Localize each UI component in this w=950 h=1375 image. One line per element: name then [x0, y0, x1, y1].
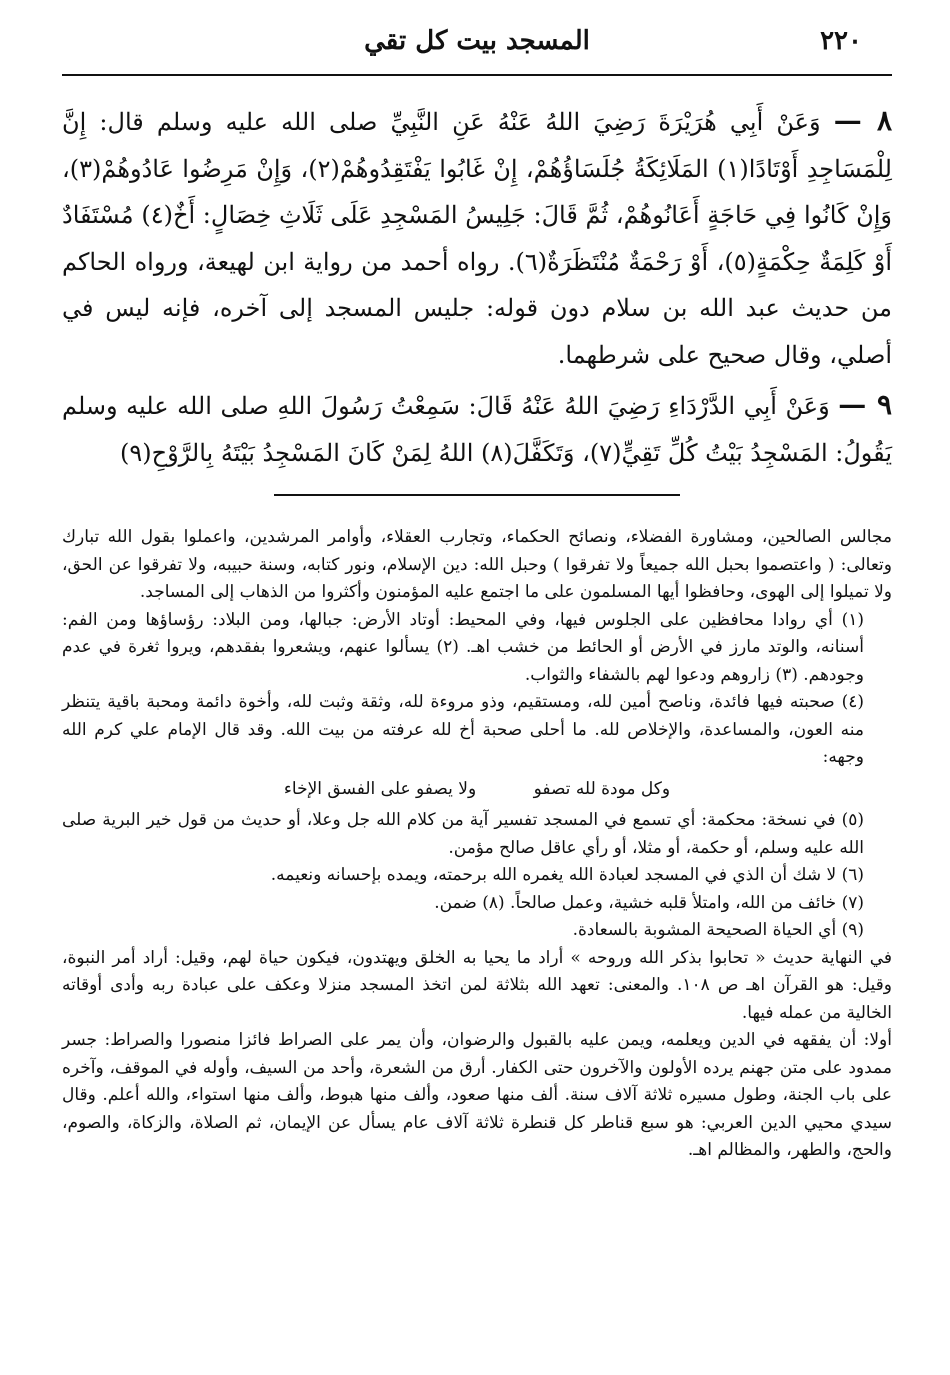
header-rule	[62, 74, 892, 76]
verse-first-hemistich: وكل مودة لله تصفو	[533, 778, 671, 799]
running-title: المسجد بيت كل تقي	[364, 26, 590, 56]
footnote-6: (٦) لا شك أن الذي في المسجد لعبادة الله يغمره الله برحمته، ويمده بإحسانه ونعيمه.	[270, 865, 864, 885]
hadith-number: ٩ —	[838, 388, 892, 421]
hadith-paragraph	[62, 382, 892, 476]
hadith-paragraph	[62, 98, 892, 378]
verse-second-hemistich: ولا يصفو على الفسق الإخاء	[283, 778, 477, 799]
footnote-first-point: أولا: أن يفقهه في الدين ويعلمه، ويمن عليه بالقبول والرضوان، وأن يمر على الصراط فائزا منصورا والصراط: جسر ممدود على متن جهنم يرده الأولون والآخرون حتى الكفار. أرق من الشعرة، وأحد من السيف، وأوله في الموقف، وآخره على باب الجنة، وطول مسيره ثلاثة آلاف سنة. ألف منها صعود، وألف منها هبوط، وألف منها استواء، والله أعلم. وقال سيدي محيي الدين العربي: هو سبع قناطر كل قنطرة ثلاثة آلاف عام يسأل عن الإيمان، ثم الصلاة، والزكاة، والصوم، والحج، والطهر، والمظالم اهـ.	[62, 1030, 892, 1160]
page-number: ٢٢٠	[820, 26, 862, 56]
footnotes	[62, 524, 892, 1165]
footnote-5: (٥) في نسخة: محكمة: أي تسمع في المسجد تفسير آية من كلام الله جل وعلا، أو حديث من قول خير البرية صلى الله عليه وسلم، أو حكمة، أو مثلا، أو رأي عاقل صالح مؤمن.	[62, 810, 864, 858]
footnote-1-3: (١) أي روادا محافظين على الجلوس فيها، وفي المحيط: أوتاد الأرض: جبالها، ومن البلاد: رؤساؤها ومن الفم: أسنانه، والوتد مارز في الأرض أو الحائط من خشب اهـ. (٢) يسألوا عنهم، ويشعروا بفقدهم، ويروا ثغرة في عدم وجودهم. (٣) زاروهم ودعوا لهم بالشفاء والثواب.	[62, 609, 864, 685]
footnote-nihaya: في النهاية حديث « تحابوا بذكر الله وروحه » أراد ما يحيا به الخلق ويهتدون، فيكون حياة لهم، وقيل: أراد أمر النبوة، وقيل: هو القرآن اهـ ص ١٠٨. والمعنى: تعهد الله بثلاثة لمن اتخذ المسجد منزلا وعكف على عبادة ربه وأدى أوقاته الخالية من عمله فيها.	[62, 947, 892, 1023]
footnote-9: (٩) أي الحياة الصحيحة المشوبة بالسعادة.	[572, 920, 864, 940]
hadith-text: وَعَنْ أَبِي الدَّرْدَاءِ رَضِيَ اللهُ عَنْهُ قَالَ: سَمِعْتُ رَسُولَ اللهِ صلى الله عليه وسلم يَقُولُ: المَسْجِدُ بَيْتُ كُلِّ تَقِيٍّ(٧)، وَتَكَفَّلَ(٨) اللهُ لِمَنْ كَانَ المَسْجِدُ بَيْتَهُ بِالرَّوْحِ(٩)	[62, 392, 892, 467]
footnote-4: (٤) صحبته فيها فائدة، وناصح أمين لله، ومستقيم، وذو مروءة لله، وثقة وثبت لله، وأخوة دائمة ومحبة باقية يتنظر منه العون، والمساعدة، والإخلاص لله. ما أحلى صحبة أخ لله عرفته من بيت الله. وقد قال الإمام علي كرم الله وجهه:	[62, 692, 864, 767]
page-header	[62, 26, 892, 66]
hadith-text: وَعَنْ أَبِي هُرَيْرَةَ رَضِيَ اللهُ عَنْهُ عَنِ النَّبِيِّ صلى الله عليه وسلم قال: إِنَّ لِلْمَسَاجِدِ أَوْتَادًا(١) المَلَائِكَةُ جُلَسَاؤُهُمْ، إِنْ غَابُوا يَفْتَقِدُوهُمْ(٢)، وَإِنْ مَرِضُوا عَادُوهُمْ(٣)، وَإِنْ كَانُوا فِي حَاجَةٍ أَعَانُوهُمْ، ثُمَّ قَالَ: جَلِيسُ المَسْجِدِ عَلَى ثَلَاثِ خِصَالٍ: أَخٌ(٤) مُسْتَفَادٌ أَوْ كَلِمَةٌ حِكْمَةٍ(٥)، أَوْ رَحْمَةٌ مُنْتَظَرَةٌ(٦). رواه أحمد من رواية ابن لهيعة، ورواه الحاكم من حديث عبد الله بن سلام دون قوله: جليس المسجد إلى آخره، فإنه ليس في أصلي، وقال صحيح على شرطهما.	[62, 108, 893, 369]
poem-verse	[62, 776, 892, 804]
main-text	[62, 98, 892, 476]
footnote-divider	[274, 494, 681, 496]
footnote-7-8: (٧) خائف من الله، وامتلأ قلبه خشية، وعمل صالحاً. (٨) ضمن.	[434, 892, 864, 913]
footnote-continuation: مجالس الصالحين، ومشاورة الفضلاء، ونصائح الحكماء، وتجارب العقلاء، وأوامر المرشدين، واعملوا بقول الله تبارك وتعالى: ( واعتصموا بحبل الله جميعاً ولا تفرقوا ) وحبل الله: دين الإسلام، ونور كتابه، وسنة حبيبه، ولا تفرقوا عن الحق، ولا تميلوا إلى الهوى، وحافظوا أيها المسلمون على ما اجتمع عليه المؤمنون وأكثروا من الذهاب إلى المساجد.	[62, 527, 892, 602]
hadith-number: ٨ —	[833, 104, 892, 137]
